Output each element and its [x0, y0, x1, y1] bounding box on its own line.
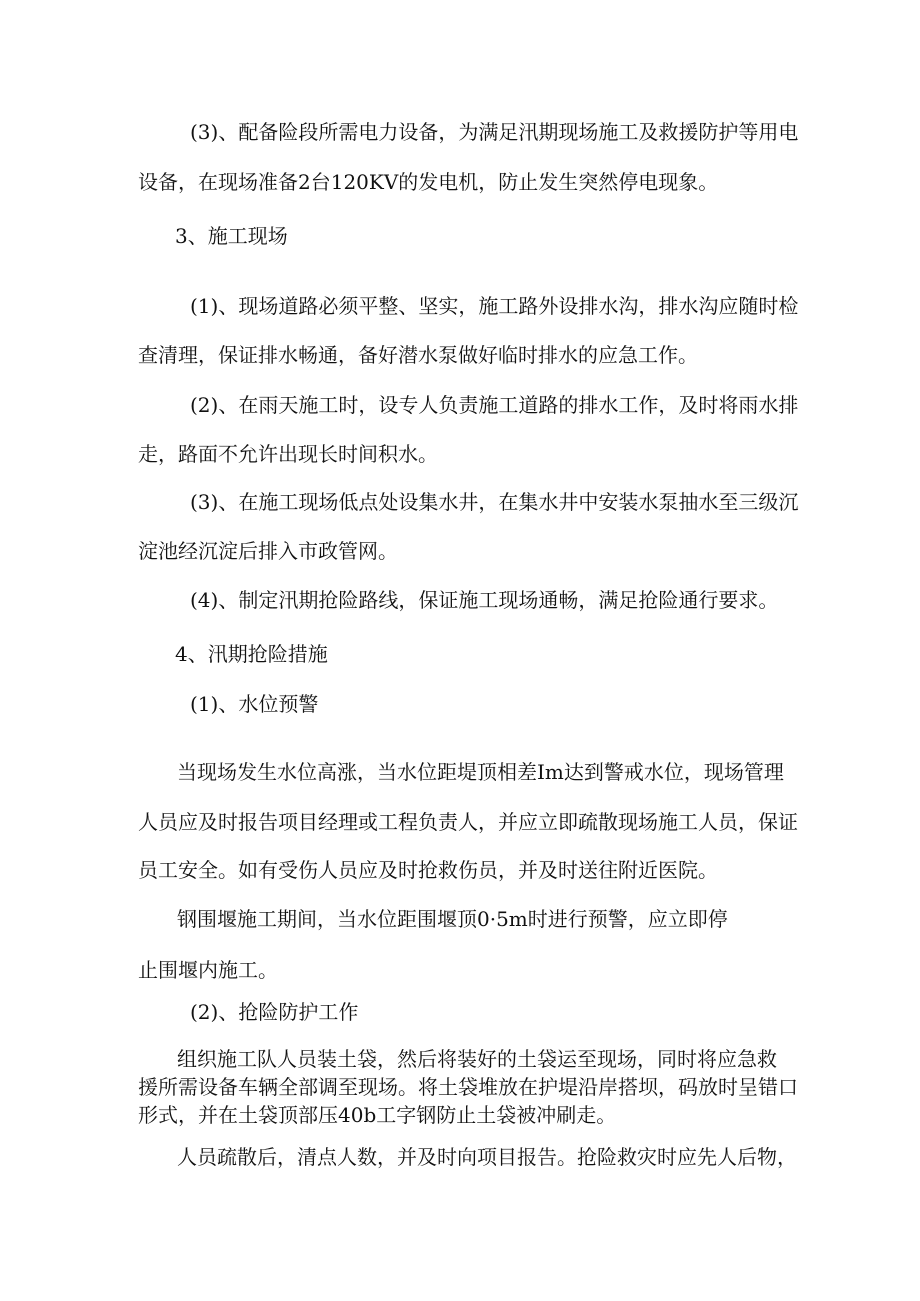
text-line: 设备，在现场准备2台120KV的发电机，防止发生突然停电现象。	[138, 170, 719, 194]
text-line: (4)、制定汛期抢险路线，保证施工现场通畅，满足抢险通行要求。	[190, 588, 779, 612]
text-line: 员工安全。如有受伤人员应及时抢救伤员，并及时送往附近医院。	[138, 858, 718, 882]
section-heading: 3、施工现场	[175, 224, 288, 248]
text-line: (2)、在雨天施工时，设专人负责施工道路的排水工作，及时将雨水排	[190, 393, 799, 417]
text-line: 人员应及时报告项目经理或工程负责人，并应立即疏散现场施工人员，保证	[138, 810, 798, 834]
text-line: 人员疏散后，清点人数，并及时向项目报告。抢险救灾时应先人后物，	[177, 1145, 797, 1169]
text-line: 形式，并在土袋顶部压40b工字钢防止土袋被冲刷走。	[138, 1103, 617, 1127]
text-line: 淀池经沉淀后排入市政管网。	[138, 539, 398, 563]
subsection-heading: (2)、抢险防护工作	[190, 1000, 359, 1024]
subsection-heading: (1)、水位预警	[190, 692, 319, 716]
text-line: 止围堰内施工。	[138, 958, 278, 982]
section-heading: 4、汛期抢险措施	[175, 642, 328, 666]
text-line: 当现场发生水位高涨，当水位距堤顶相差Im达到警戒水位，现场管理	[177, 760, 784, 784]
text-line: 组织施工队人员装土袋，然后将装好的土袋运至现场，同时将应急救	[177, 1047, 777, 1071]
text-line: 钢围堰施工期间，当水位距围堰顶0·5m时进行预警，应立即停	[177, 907, 728, 931]
text-line: (3)、在施工现场低点处设集水井，在集水井中安装水泵抽水至三级沉	[190, 490, 799, 514]
text-line: 走，路面不允许出现长时间积水。	[138, 442, 438, 466]
text-line: (1)、现场道路必须平整、坚实，施工路外设排水沟，排水沟应随时检	[190, 294, 799, 318]
text-line: (3)、配备险段所需电力设备，为满足汛期现场施工及救援防护等用电	[190, 120, 799, 144]
text-line: 查清理，保证排水畅通，备好潜水泵做好临时排水的应急工作。	[138, 343, 698, 367]
text-line: 援所需设备车辆全部调至现场。将土袋堆放在护堤沿岸搭坝，码放时呈错口	[138, 1075, 798, 1099]
